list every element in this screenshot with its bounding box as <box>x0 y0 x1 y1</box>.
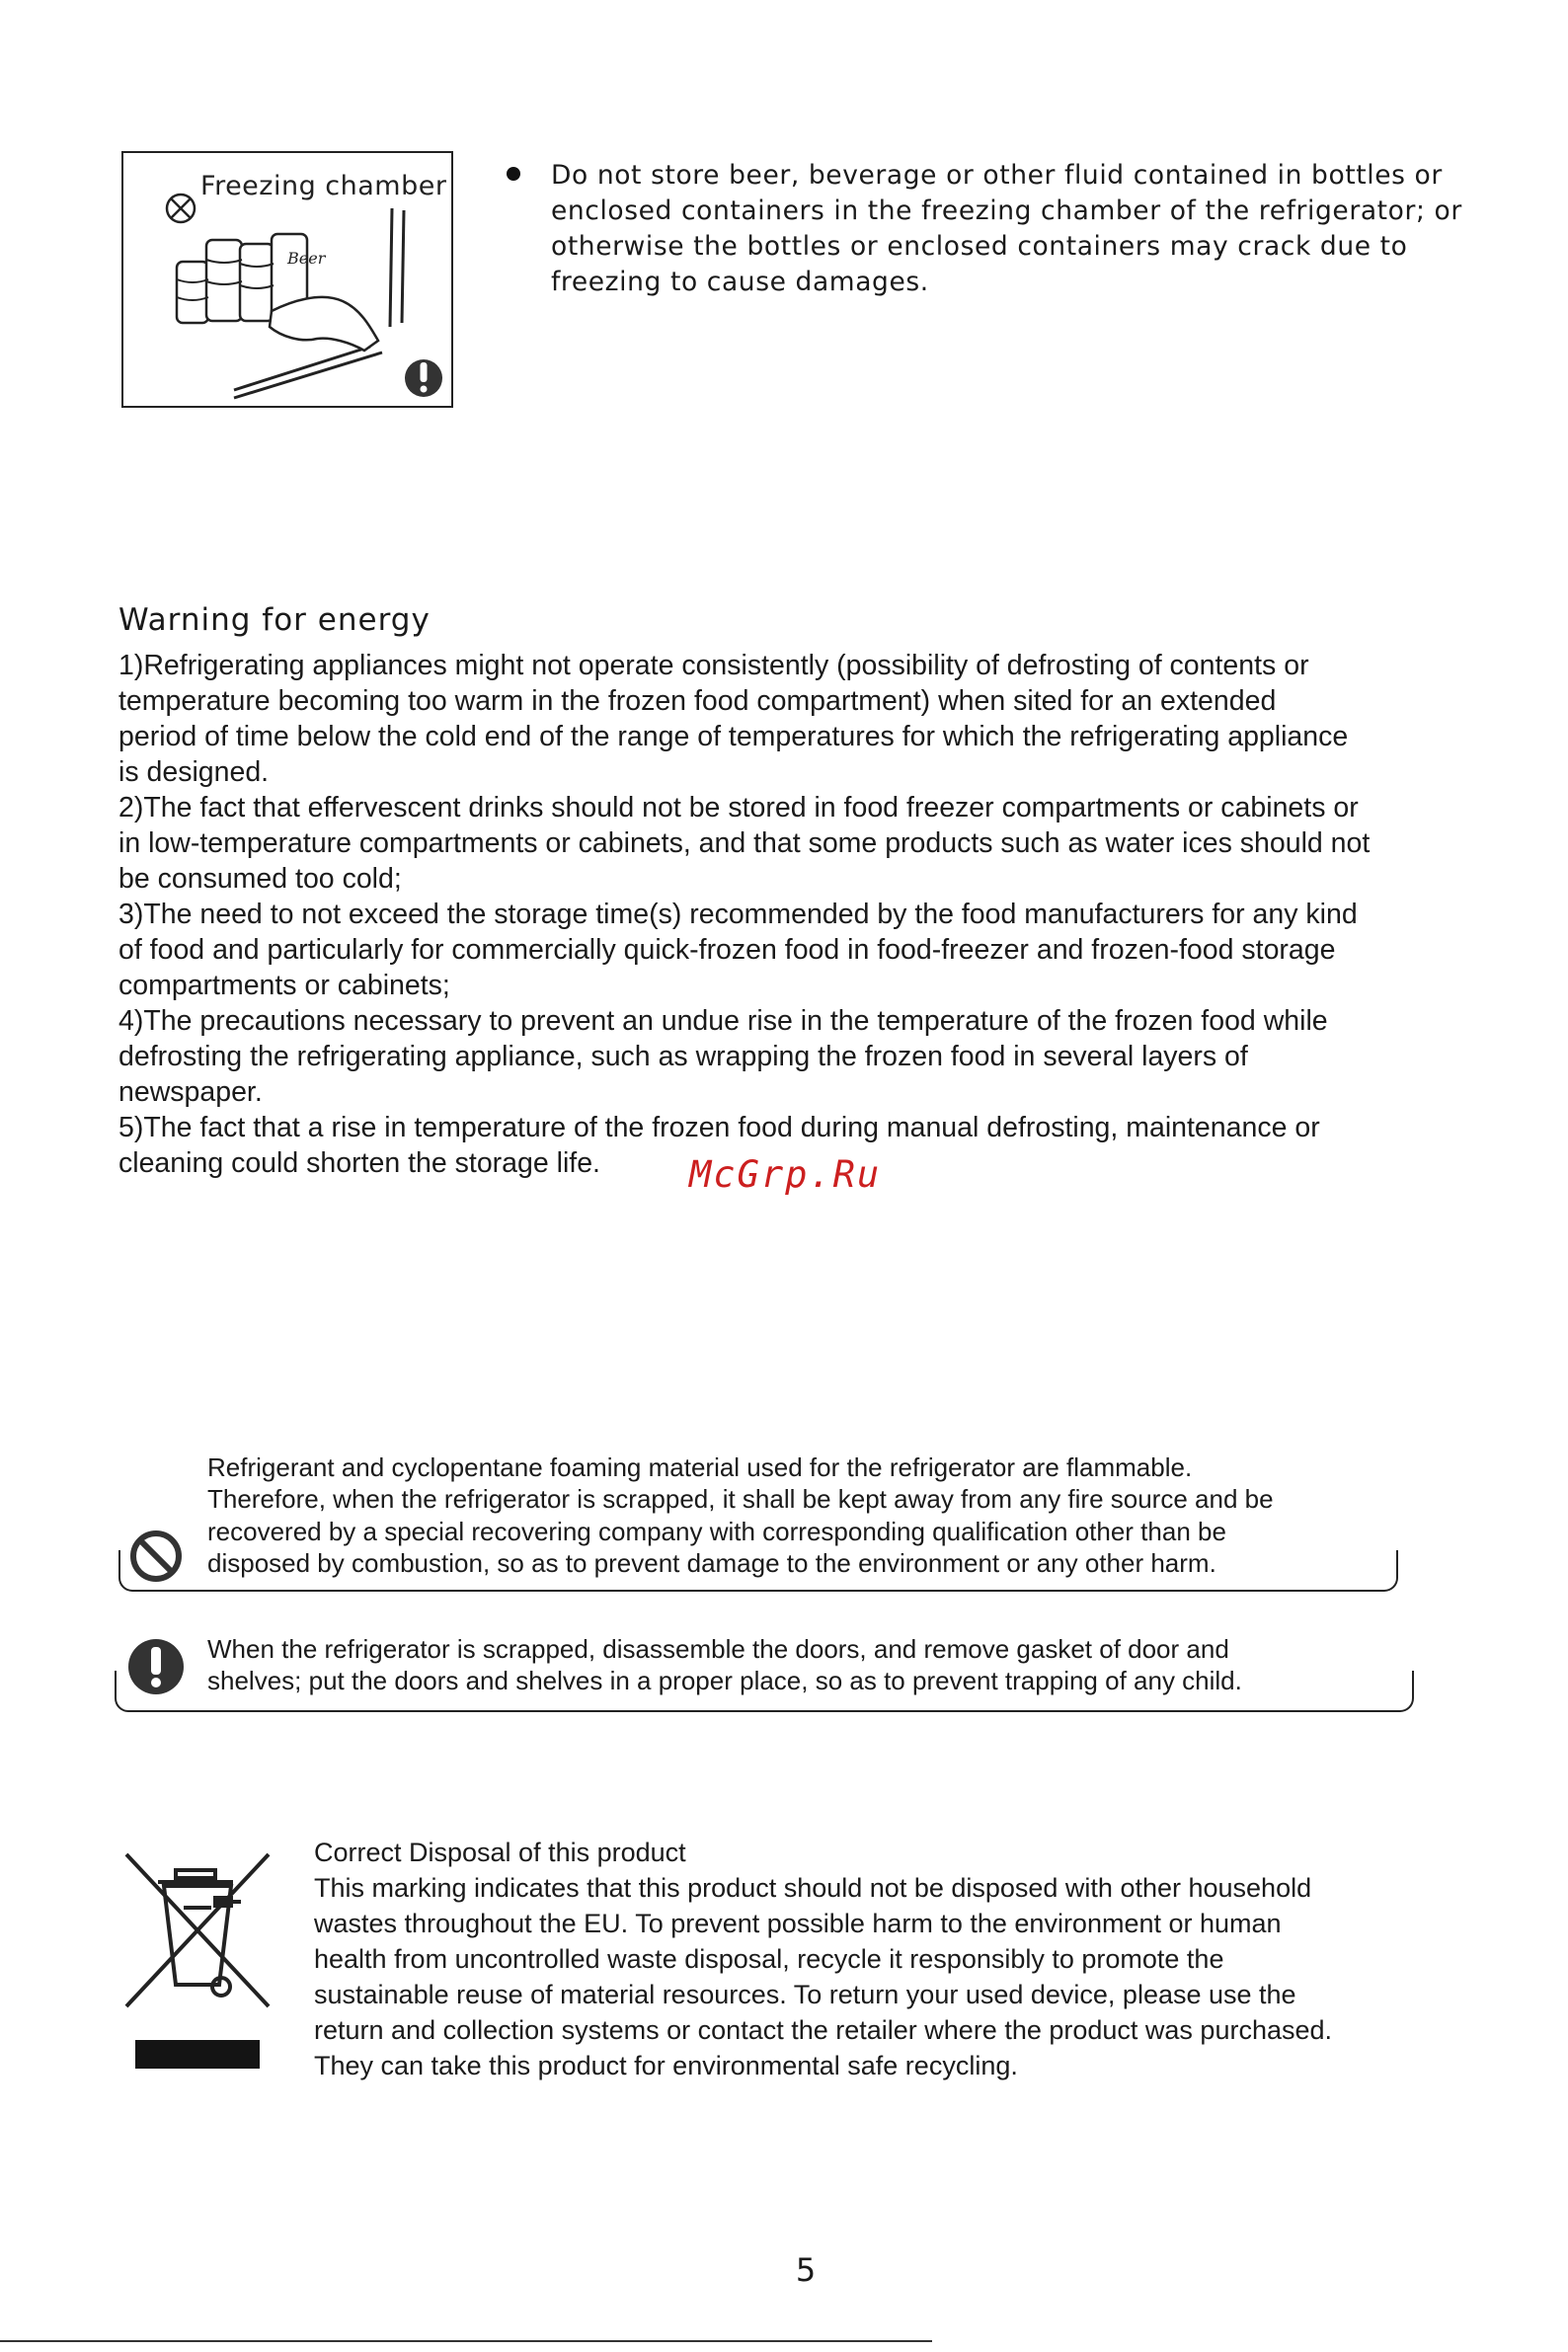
disposal-line: sustainable reuse of material resources. To return your used device, please use the <box>314 1980 1296 2009</box>
disposal-line: This marking indicates that this product should not be disposed with other household <box>314 1873 1312 1903</box>
energy-line: 4)The precautions necessary to prevent an undue rise in the temperature of the frozen food while <box>118 1005 1328 1037</box>
freezing-chamber-illustration <box>121 151 453 408</box>
energy-line: cleaning could shorten the storage life. <box>118 1147 600 1179</box>
energy-line: compartments or cabinets; <box>118 970 450 1001</box>
energy-line: 1)Refrigerating appliances might not operate consistently (possibility of defrosting of contents or <box>118 650 1309 681</box>
energy-line: defrosting the refrigerating appliance, such as wrapping the frozen food in several layers of <box>118 1041 1248 1072</box>
bottom-rule <box>0 2340 932 2342</box>
no-fire-prohibition-icon <box>128 1529 184 1584</box>
energy-line: 3)The need to not exceed the storage time(s) recommended by the food manufacturers for any kind <box>118 899 1358 930</box>
page-number: 5 <box>795 2251 817 2289</box>
energy-line: temperature becoming too warm in the frozen food compartment) when sited for an extended <box>118 685 1277 717</box>
crossed-out-bin-icon <box>118 1846 276 2014</box>
disposal-line: return and collection systems or contact the retailer where the product was purchased. <box>314 2015 1333 2045</box>
scrap-note-line: When the refrigerator is scrapped, disassemble the doors, and remove gasket of door and <box>207 1634 1229 1664</box>
beer-warning-line: enclosed containers in the freezing chamber of the refrigerator; or <box>551 196 1462 226</box>
energy-warning-heading: Warning for energy <box>118 602 431 638</box>
energy-line: in low-temperature compartments or cabinets, and that some products such as water ices should not <box>118 827 1371 859</box>
energy-line: is designed. <box>118 756 270 788</box>
energy-line: newspaper. <box>118 1076 263 1108</box>
prohibited-icon <box>167 195 195 222</box>
warning-exclamation-icon <box>126 1637 186 1696</box>
beer-storage-warning <box>551 158 1538 300</box>
disposal-line: They can take this product for environmental safe recycling. <box>314 2051 1018 2080</box>
scrap-note-line: shelves; put the doors and shelves in a proper place, so as to prevent trapping of any child. <box>207 1666 1242 1696</box>
beer-can-label: Beer <box>287 249 326 268</box>
energy-line: be consumed too cold; <box>118 863 402 895</box>
flammable-note-line: recovered by a special recovering company with corresponding qualification other than be <box>207 1516 1226 1546</box>
watermark-text: McGrp.Ru <box>689 1153 882 1196</box>
scrap-doors-note <box>207 1633 1422 1697</box>
beer-warning-line: freezing to cause damages. <box>551 267 929 297</box>
energy-warning-list <box>118 648 1540 1181</box>
flammable-material-note <box>207 1451 1422 1579</box>
flammable-note-line: Therefore, when the refrigerator is scrapped, it shall be kept away from any fire source and be <box>207 1484 1274 1515</box>
weee-black-bar <box>135 2040 260 2069</box>
beer-warning-line: Do not store beer, beverage or other fluid contained in bottles or <box>551 160 1443 191</box>
beer-warning-line: otherwise the bottles or enclosed containers may crack due to <box>551 231 1408 262</box>
energy-line: of food and particularly for commercially quick-frozen food in food-freezer and frozen-food storage <box>118 934 1336 966</box>
energy-line: period of time below the cold end of the range of temperatures for which the refrigerating appliance <box>118 721 1349 752</box>
disposal-title: Correct Disposal of this product <box>314 1838 686 1867</box>
hand-drawing <box>270 297 378 351</box>
flammable-note-line: Refrigerant and cyclopentane foaming material used for the refrigerator are flammable. <box>207 1452 1193 1482</box>
freezing-chamber-caption: Freezing chamber <box>200 171 447 201</box>
disposal-line: health from uncontrolled waste disposal, recycle it responsibly to promote the <box>314 1944 1224 1974</box>
energy-line: 5)The fact that a rise in temperature of the frozen food during manual defrosting, maintenance or <box>118 1112 1320 1143</box>
bullet-icon <box>507 167 520 181</box>
warning-exclamation-icon <box>405 359 442 397</box>
flammable-note-line: disposed by combustion, so as to prevent damage to the environment or any other harm. <box>207 1547 1216 1578</box>
disposal-line: wastes throughout the EU. To prevent possible harm to the environment or human <box>314 1909 1282 1938</box>
energy-line: 2)The fact that effervescent drinks should not be stored in food freezer compartments or cabinets or <box>118 792 1359 823</box>
correct-disposal-section <box>314 1835 1529 2083</box>
